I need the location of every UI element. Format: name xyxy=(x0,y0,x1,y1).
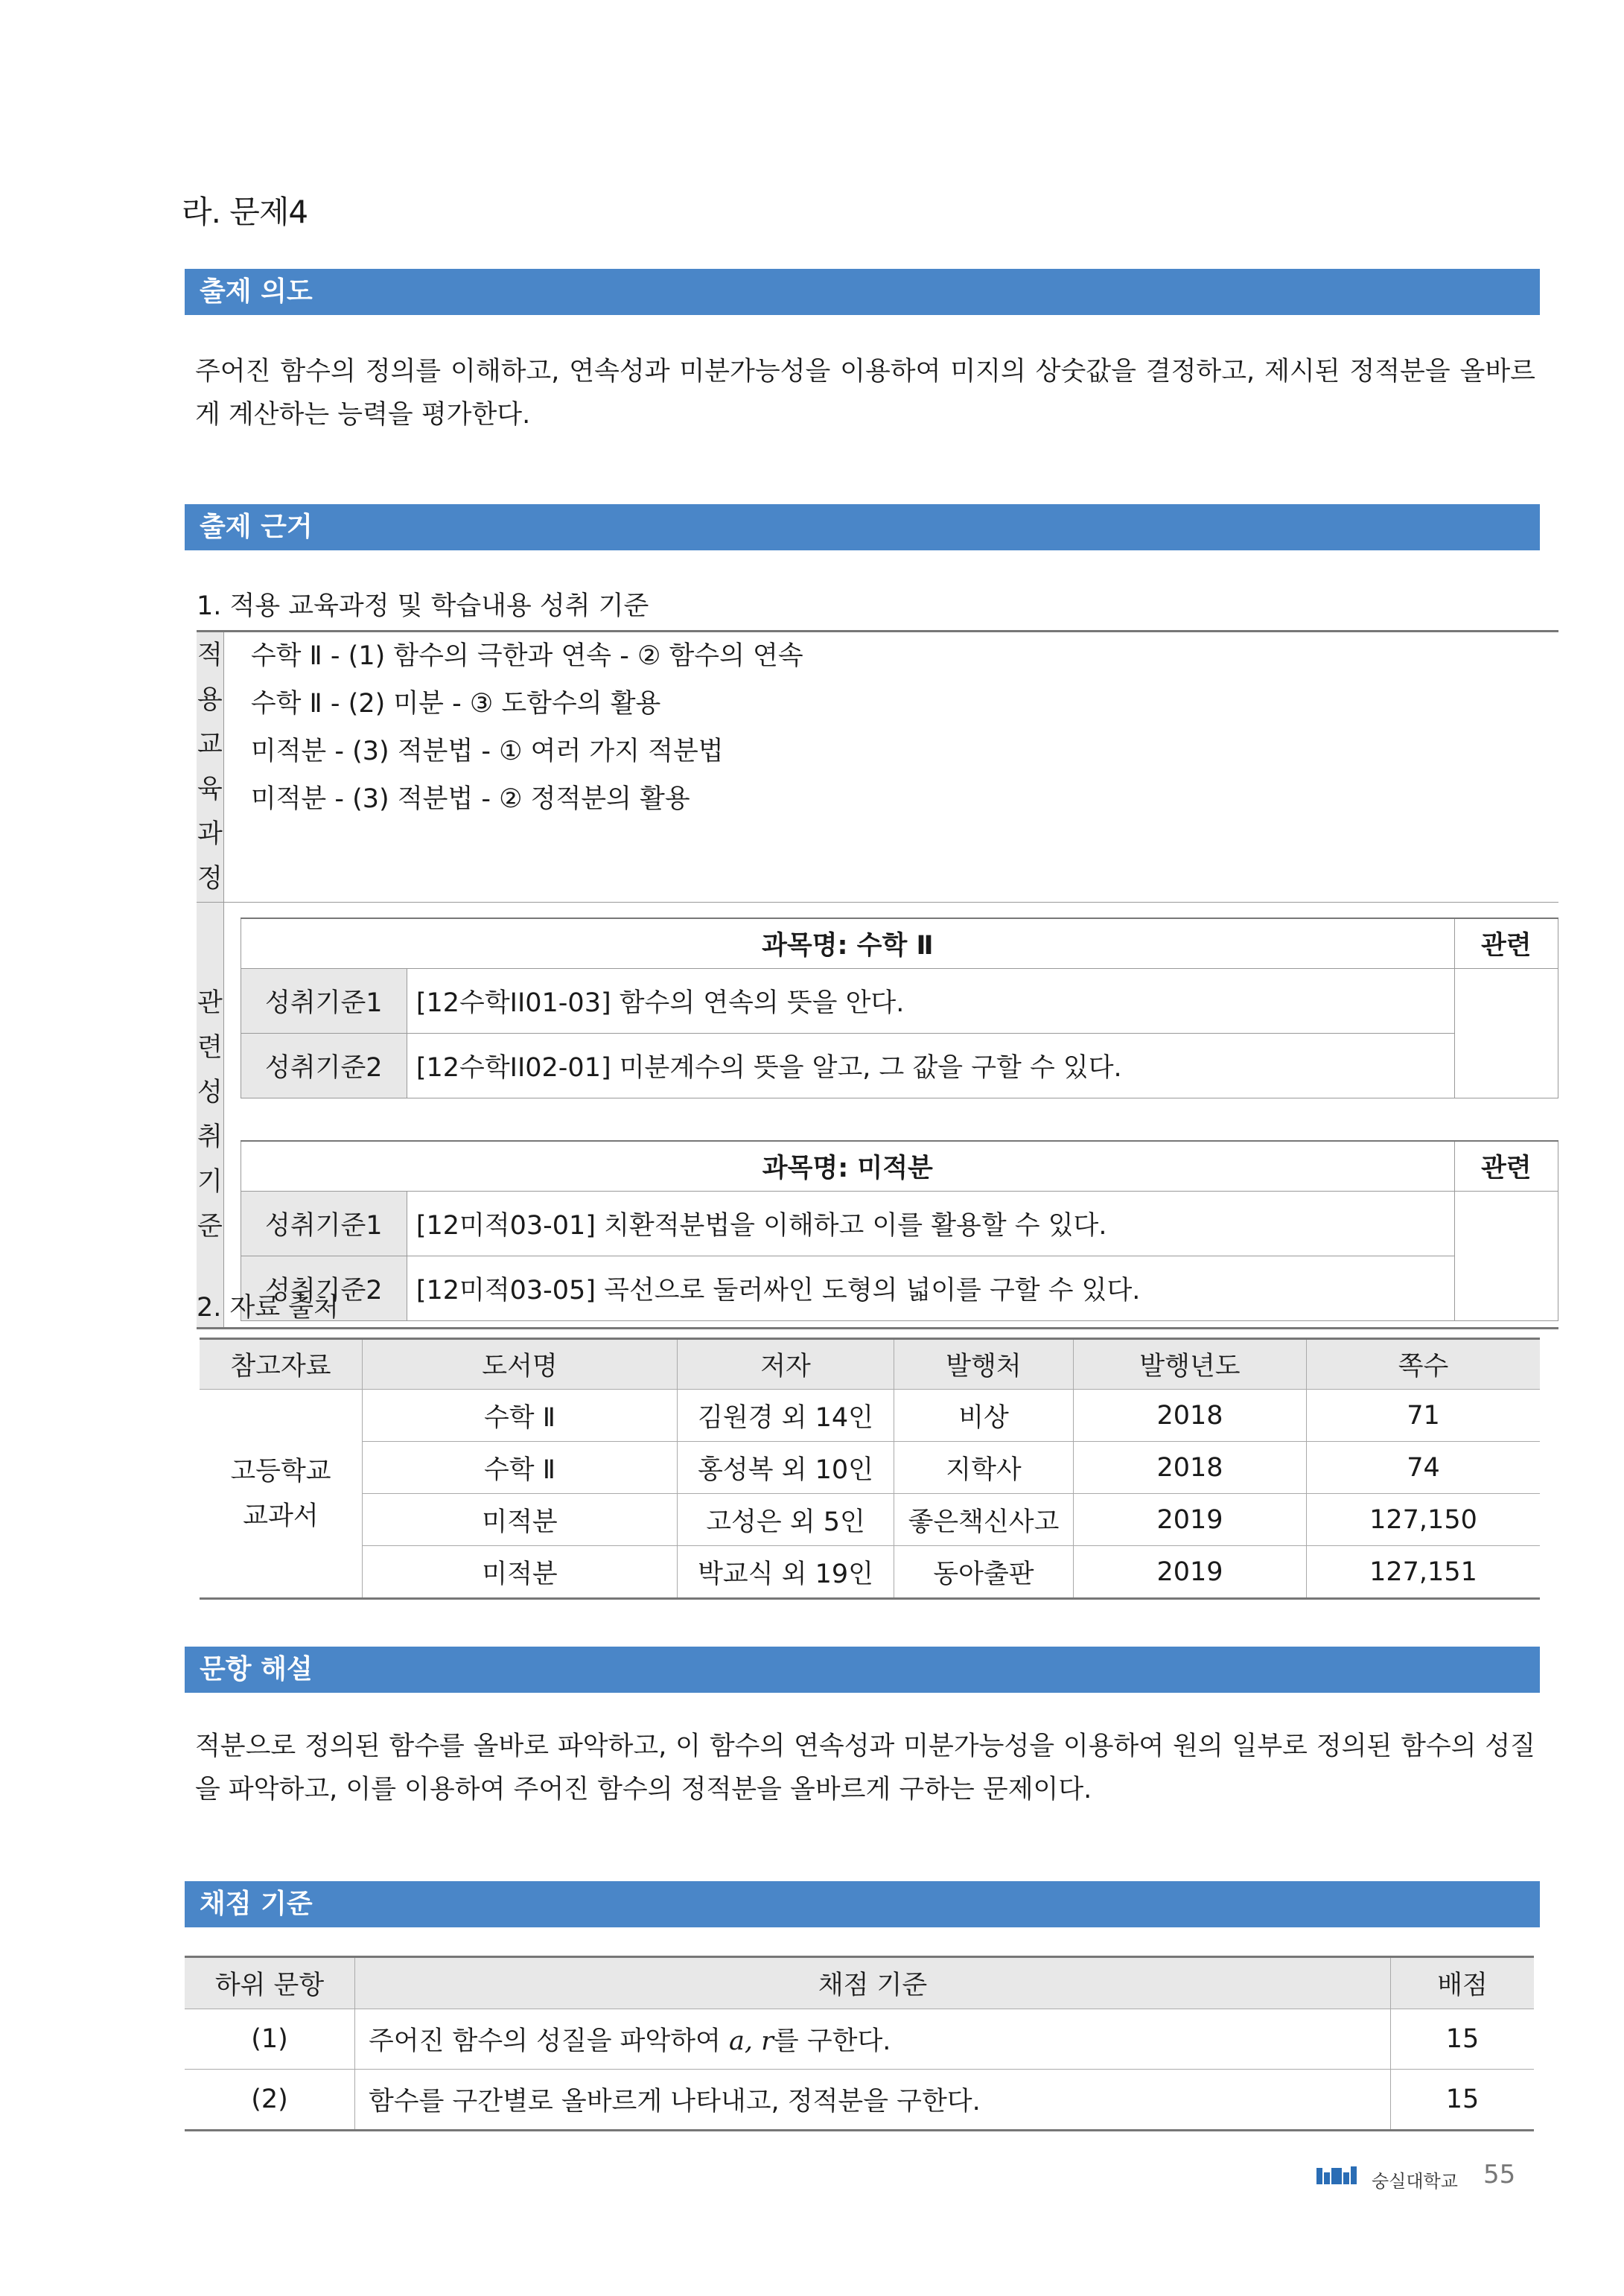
publisher: 지학사 xyxy=(894,1442,1074,1494)
sub-item: (2) xyxy=(185,2070,355,2131)
source-group: 고등학교 교과서 xyxy=(200,1390,363,1599)
page-number: 55 xyxy=(1483,2160,1516,2190)
year: 2019 xyxy=(1074,1494,1307,1546)
math-variables: a, r xyxy=(729,2026,774,2056)
curriculum-lines xyxy=(223,632,1558,903)
basis-heading: 출제 근거 xyxy=(185,504,1540,550)
publisher: 동아출판 xyxy=(894,1546,1074,1599)
curriculum-line: 미적분 - (3) 적분법 - ① 여러 가지 적분법 xyxy=(250,737,724,766)
explanation-heading: 문항 해설 xyxy=(185,1647,1540,1693)
pages: 74 xyxy=(1307,1442,1541,1494)
author: 박교식 외 19인 xyxy=(678,1546,894,1599)
curriculum-line: 미적분 - (3) 적분법 - ② 정적분의 활용 xyxy=(250,784,690,814)
pages: 127,150 xyxy=(1307,1494,1541,1546)
sources-table xyxy=(200,1338,1540,1600)
score: 15 xyxy=(1391,2009,1535,2070)
criterion: 함수를 구간별로 올바르게 나타내고, 정적분을 구한다. xyxy=(355,2070,1391,2131)
publisher: 비상 xyxy=(894,1390,1074,1442)
col-header: 채점 기준 xyxy=(355,1957,1391,2009)
university-logo-icon xyxy=(1316,2165,1369,2187)
curriculum-label: 적용 교육과정 xyxy=(197,632,223,903)
standard-label: 성취기준1 xyxy=(241,969,407,1034)
book-title: 수학 Ⅱ xyxy=(363,1442,678,1494)
standard-text: [12미적03-05] 곡선으로 둘러싸인 도형의 넓이를 구할 수 있다. xyxy=(407,1256,1454,1321)
col-header: 발행년도 xyxy=(1074,1339,1307,1390)
year: 2018 xyxy=(1074,1442,1307,1494)
curriculum-subheading: 1. 적용 교육과정 및 학습내용 성취 기준 xyxy=(197,591,649,621)
grading-table xyxy=(185,1956,1534,2131)
related-empty xyxy=(1454,1192,1558,1321)
curriculum-line: 수학 Ⅱ - (2) 미분 - ③ 도함수의 활용 xyxy=(250,689,661,719)
author: 김원경 외 14인 xyxy=(678,1390,894,1442)
curriculum-line: 수학 Ⅱ - (1) 함수의 극한과 연속 - ② 함수의 연속 xyxy=(250,641,803,671)
sources-subheading: 2. 자료 출처 xyxy=(197,1293,339,1323)
table-row xyxy=(185,2009,1534,2070)
pages: 127,151 xyxy=(1307,1546,1541,1599)
year: 2019 xyxy=(1074,1546,1307,1599)
col-header: 발행처 xyxy=(894,1339,1074,1390)
standard-text: [12미적03-01] 치환적분법을 이해하고 이를 활용할 수 있다. xyxy=(407,1192,1454,1256)
author: 고성은 외 5인 xyxy=(678,1494,894,1546)
table-row xyxy=(200,1494,1540,1546)
criterion: 주어진 함수의 성질을 파악하여 a, r를 구한다. xyxy=(355,2009,1391,2070)
explanation-text: 적분으로 정의된 함수를 올바로 파악하고, 이 함수의 연속성과 미분가능성을 이용하여 원의 일부로 정의된 함수의 성질을 파악하고, 이를 이용하여 주어진 함수의 정적분을 올바르게 구하는 문제이다. xyxy=(195,1731,1535,1804)
section-title: 라. 문제4 xyxy=(182,194,308,230)
publisher: 좋은책신사고 xyxy=(894,1494,1074,1546)
intent-text: 주어진 함수의 정의를 이해하고, 연속성과 미분가능성을 이용하여 미지의 상숫값을 결정하고, 제시된 정적분을 올바르게 계산하는 능력을 평가한다. xyxy=(195,357,1535,430)
curriculum-table xyxy=(197,630,1558,1329)
author: 홍성복 외 10인 xyxy=(678,1442,894,1494)
standard-label: 성취기준1 xyxy=(241,1192,407,1256)
standard-text: [12수학II02-01] 미분계수의 뜻을 알고, 그 값을 구할 수 있다. xyxy=(407,1034,1454,1098)
subject1-name: 과목명: 수학 Ⅱ xyxy=(241,918,1454,969)
subject1-table xyxy=(241,918,1558,1098)
grading-heading: 채점 기준 xyxy=(185,1881,1540,1927)
book-title: 미적분 xyxy=(363,1546,678,1599)
book-title: 미적분 xyxy=(363,1494,678,1546)
col-header: 쪽수 xyxy=(1307,1339,1541,1390)
standard-label: 성취기준2 xyxy=(241,1034,407,1098)
intent-heading: 출제 의도 xyxy=(185,269,1540,315)
col-header: 하위 문항 xyxy=(185,1957,355,2009)
standard-text: [12수학II01-03] 함수의 연속의 뜻을 안다. xyxy=(407,969,1454,1034)
standards-label: 관련 성취기준 xyxy=(197,903,223,1329)
pages: 71 xyxy=(1307,1390,1541,1442)
col-header: 참고자료 xyxy=(200,1339,363,1390)
subject2-name: 과목명: 미적분 xyxy=(241,1141,1454,1192)
table-row xyxy=(200,1546,1540,1599)
table-row xyxy=(185,2070,1534,2131)
university-name: 숭실대학교 xyxy=(1372,2171,1458,2192)
subject2-table xyxy=(241,1140,1558,1321)
standards-cell xyxy=(223,903,1558,1329)
book-title: 수학 Ⅱ xyxy=(363,1390,678,1442)
subject1-related: 관련 xyxy=(1454,918,1558,969)
col-header: 도서명 xyxy=(363,1339,678,1390)
year: 2018 xyxy=(1074,1390,1307,1442)
standard-label: 성취기준2 xyxy=(241,1256,407,1321)
table-row xyxy=(200,1442,1540,1494)
table-row xyxy=(200,1390,1540,1442)
subject2-related: 관련 xyxy=(1454,1141,1558,1192)
col-header: 배점 xyxy=(1391,1957,1535,2009)
col-header: 저자 xyxy=(678,1339,894,1390)
sub-item: (1) xyxy=(185,2009,355,2070)
score: 15 xyxy=(1391,2070,1535,2131)
related-empty xyxy=(1454,969,1558,1098)
